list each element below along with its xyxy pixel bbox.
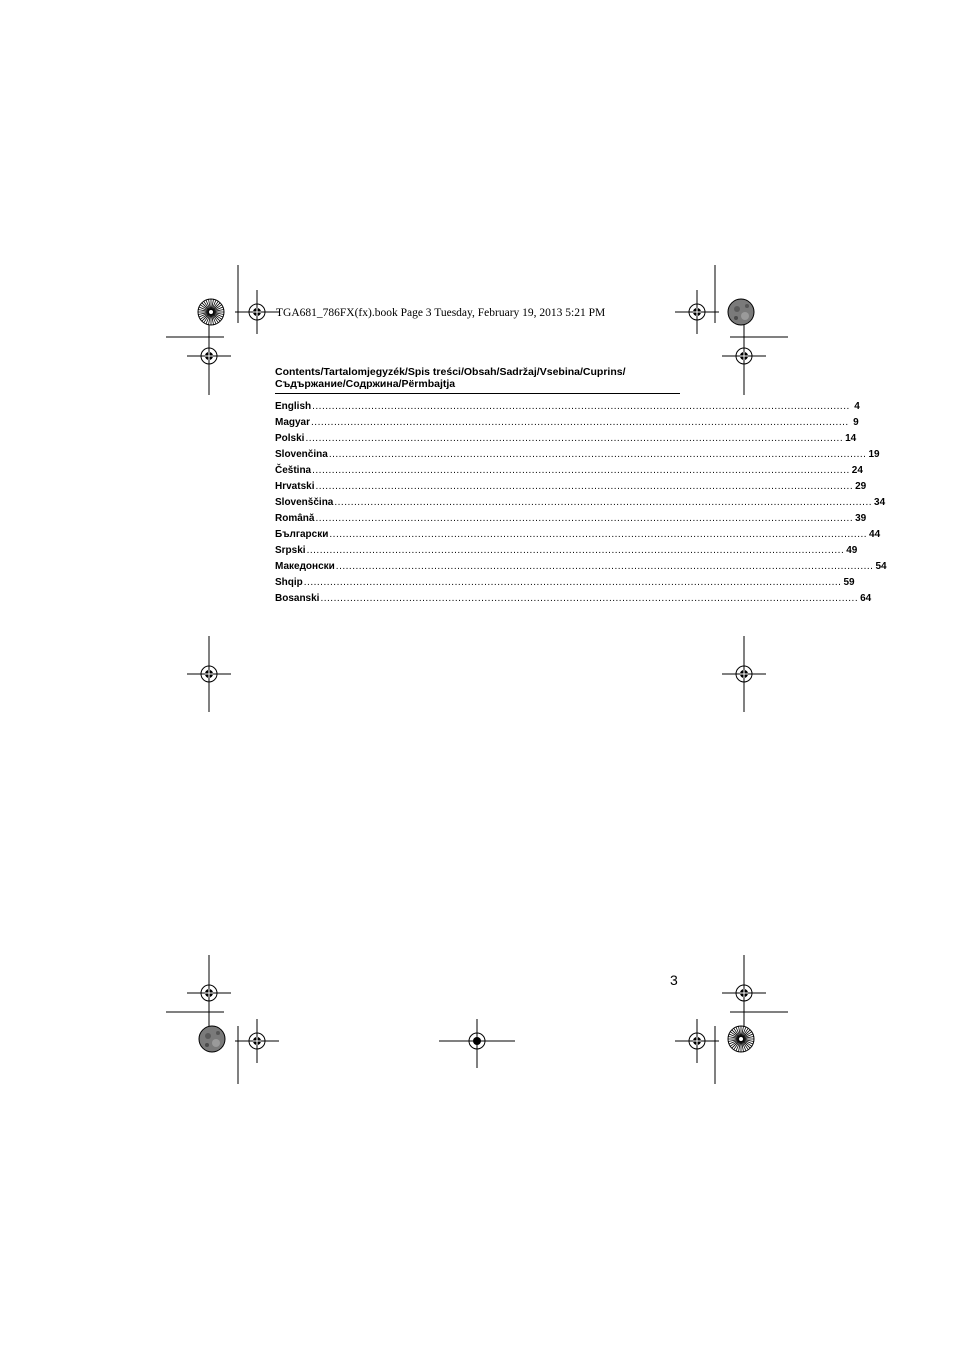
toc-entry-page: 54 <box>875 561 887 572</box>
toc-entry-label: Čeština <box>275 465 312 476</box>
toc-entry-label: Hrvatski <box>275 481 315 492</box>
heading-rule <box>275 393 680 394</box>
toc-leader: .................................................................................................................................................................... <box>328 449 867 460</box>
toc-entry-label: Български <box>275 529 329 540</box>
toc-leader: .................................................................................................................................................................... <box>306 545 845 556</box>
toc-entry-page: 59 <box>843 577 855 588</box>
toc-leader: .................................................................................................................................................................... <box>303 577 842 588</box>
toc-entry-page: 44 <box>869 529 881 540</box>
toc-entry[interactable] <box>275 559 887 575</box>
toc-list <box>275 399 887 607</box>
toc-entry[interactable] <box>275 431 857 447</box>
toc-entry[interactable] <box>275 543 858 559</box>
toc-entry[interactable] <box>275 447 880 463</box>
toc-entry-label: Bosanski <box>275 593 320 604</box>
toc-entry-page: 29 <box>855 481 867 492</box>
toc-entry-page: 49 <box>846 545 858 556</box>
toc-entry[interactable] <box>275 399 860 415</box>
toc-entry-page: 64 <box>860 593 872 604</box>
toc-heading <box>275 367 680 390</box>
toc-entry[interactable] <box>275 591 872 607</box>
toc-entry-page: 34 <box>874 497 886 508</box>
toc-entry-label: Shqip <box>275 577 303 588</box>
page-number: 3 <box>670 972 678 988</box>
toc-entry-label: English <box>275 401 312 412</box>
toc-leader: .................................................................................................................................................................... <box>320 593 859 604</box>
toc-leader: .................................................................................................................................................................... <box>334 497 873 508</box>
toc-entry-page: 39 <box>855 513 867 524</box>
toc-leader: .................................................................................................................................................................... <box>312 401 850 412</box>
toc-entry[interactable] <box>275 479 867 495</box>
toc-leader: .................................................................................................................................................................... <box>315 513 854 524</box>
toc-leader: .................................................................................................................................................................... <box>335 561 874 572</box>
toc-entry[interactable] <box>275 511 867 527</box>
toc-entry-label: Slovenščina <box>275 497 334 508</box>
toc-entry-label: Македонски <box>275 561 335 572</box>
toc-entry-label: Slovenčina <box>275 449 328 460</box>
toc-entry[interactable] <box>275 495 886 511</box>
toc-entry-label: Magyar <box>275 417 311 428</box>
toc-entry-page: 14 <box>845 433 857 444</box>
toc-entry-page: 19 <box>868 449 880 460</box>
toc-entry[interactable] <box>275 575 855 591</box>
toc-entry-label: Română <box>275 513 315 524</box>
toc-leader: .................................................................................................................................................................... <box>329 529 868 540</box>
toc-entry[interactable] <box>275 463 863 479</box>
toc-heading-line-2: Съдържание/Содржина/Përmbajtja <box>275 377 456 390</box>
toc-heading-line-1: Contents/Tartalomjegyzék/Spis treści/Obsah/Sadržaj/Vsebina/Cuprins/ <box>275 366 626 378</box>
toc-leader: .................................................................................................................................................................... <box>315 481 854 492</box>
toc-leader: .................................................................................................................................................................... <box>305 433 844 444</box>
toc-leader: .................................................................................................................................................................... <box>312 465 850 476</box>
toc-entry[interactable] <box>275 415 859 431</box>
toc-entry-page: 24 <box>851 465 863 476</box>
toc-entry-page: 9 <box>853 417 859 428</box>
print-slug: TGA681_786FX(fx).book Page 3 Tuesday, February 19, 2013 5:21 PM <box>276 307 606 319</box>
toc-entry-label: Polski <box>275 433 305 444</box>
toc-leader: .................................................................................................................................................................... <box>311 417 849 428</box>
toc-entry-label: Srpski <box>275 545 306 556</box>
toc-entry-page: 4 <box>854 401 860 412</box>
toc-entry[interactable] <box>275 527 881 543</box>
